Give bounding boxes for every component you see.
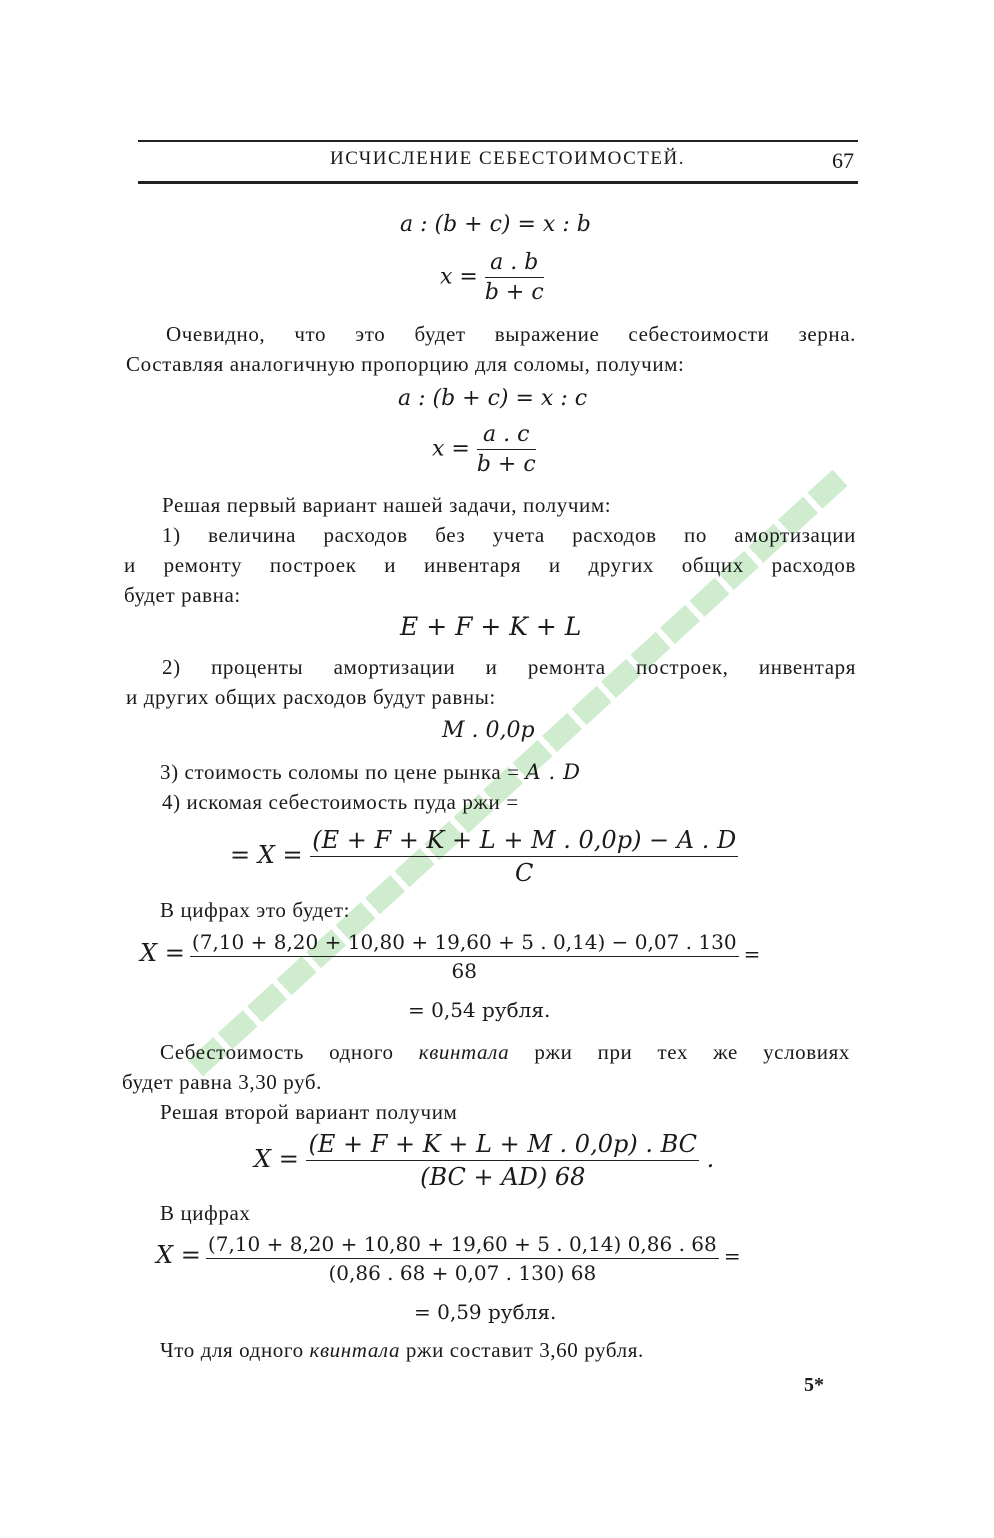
paragraph-line: Решая второй вариант получим: [160, 1100, 458, 1124]
formula-lhs: X =: [140, 939, 185, 967]
fraction: [477, 422, 536, 477]
header-bottom-rule: [138, 181, 858, 184]
inline-math: A . D: [525, 760, 581, 784]
text-run: Что для одного: [160, 1338, 304, 1362]
list-item-line: будет равна:: [124, 583, 241, 607]
formula-lhs: = X =: [230, 841, 303, 869]
formula-result: = 0,59 рубля.: [414, 1300, 557, 1324]
denominator: 68: [451, 959, 477, 983]
fraction: [206, 1232, 719, 1285]
denominator: (0,86 . 68 + 0,07 . 130) 68: [328, 1261, 597, 1285]
formula-lhs: x =: [440, 264, 478, 290]
formula-sum: E + F + K + L: [400, 612, 582, 641]
formula-percent: M . 0,0p: [442, 718, 535, 743]
paragraph-line: В цифрах: [160, 1201, 251, 1225]
numerator: a . b: [485, 250, 544, 278]
formula-tail: =: [723, 1244, 741, 1268]
page-number: 67: [832, 148, 854, 173]
formula-lhs: X =: [254, 1145, 299, 1173]
text-run: ржи при тех же условиях: [534, 1040, 850, 1064]
paragraph-line: [160, 1040, 850, 1065]
formula-proportion-b: a : (b + c) = x : b: [400, 212, 591, 237]
denominator: (BC + AD) 68: [420, 1163, 586, 1191]
signature-mark: 5*: [804, 1374, 824, 1396]
formula-result: = 0,54 рубля.: [408, 998, 551, 1022]
formula-lhs: X =: [156, 1241, 201, 1269]
list-item-line: 1) величина расходов без учета расходов по амортизации: [162, 523, 856, 547]
formula-numeric-1: [140, 930, 760, 983]
formula-cost-second: [254, 1130, 714, 1191]
denominator: b + c: [484, 280, 544, 305]
text-run: ржи составит 3,60 рубля.: [405, 1338, 644, 1362]
numerator: a . c: [477, 422, 536, 450]
fraction: [306, 1130, 699, 1191]
paragraph-line: будет равна 3,30 руб.: [122, 1070, 323, 1094]
formula-tail: .: [706, 1145, 715, 1173]
formula-x-grain: [440, 250, 544, 305]
paragraph-line: В цифрах это будет:: [160, 898, 351, 922]
formula-lhs: x =: [432, 436, 470, 462]
denominator: C: [515, 859, 534, 887]
numerator: (E + F + K + L + M . 0,0p) . BC: [306, 1130, 699, 1161]
paragraph-line: Очевидно, что это будет выражение себестоимости зерна.: [166, 322, 856, 346]
list-item-line: и других общих расходов будут равны:: [126, 685, 496, 709]
formula-numeric-2: [156, 1232, 741, 1285]
emphasis-term: квинтала: [309, 1338, 401, 1362]
formula-x-straw: [432, 422, 536, 477]
list-item-text: 3) стоимость соломы по цене рынка =: [160, 760, 520, 784]
denominator: b + c: [476, 452, 536, 477]
formula-proportion-c: a : (b + c) = x : c: [398, 386, 588, 411]
paragraph-line: Составляя аналогичную пропорцию для соломы, получим:: [126, 352, 685, 376]
numerator: (7,10 + 8,20 + 10,80 + 19,60 + 5 . 0,14) − 0,07 . 130: [190, 930, 739, 957]
numerator: (E + F + K + L + M . 0,0p) − A . D: [310, 826, 738, 857]
emphasis-term: квинтала: [418, 1040, 510, 1064]
text-run: Себестоимость одного: [160, 1040, 394, 1064]
numerator: (7,10 + 8,20 + 10,80 + 19,60 + 5 . 0,14) 0,86 . 68: [206, 1232, 719, 1259]
running-header: ИСЧИСЛЕНИЕ СЕБЕСТОИМОСТЕЙ.: [330, 148, 685, 169]
fraction: [485, 250, 544, 305]
paragraph-line: Решая первый вариант нашей задачи, получим:: [162, 493, 612, 517]
list-item-line: 4) искомая себестоимость пуда ржи =: [162, 790, 519, 814]
fraction: [310, 826, 738, 887]
formula-cost-general: [230, 826, 738, 887]
paragraph-line: [160, 1338, 644, 1363]
formula-tail: =: [743, 942, 761, 966]
header-top-rule: [138, 140, 858, 142]
list-item-line: [160, 760, 581, 785]
list-item-line: и ремонту построек и инвентаря и других общих расходов: [124, 553, 856, 577]
fraction: [190, 930, 739, 983]
list-item-line: 2) проценты амортизации и ремонта построек, инвентаря: [162, 655, 856, 679]
